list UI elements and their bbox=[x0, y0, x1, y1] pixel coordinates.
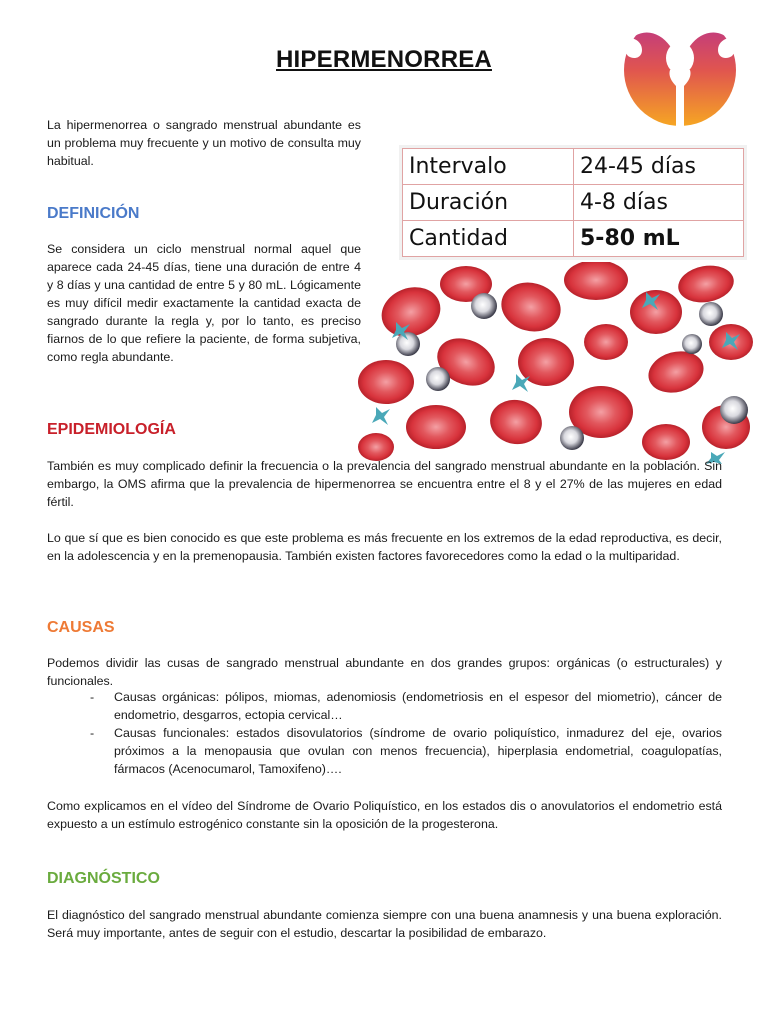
list-item-text: Causas funcionales: estados disovulatorios (síndrome de ovario poliquístico, inmadurez del eje, ovarios próximos a la menopausia que ovulan con menos frecuencia), hiperplasia endometrial, coagulopatías, fármacos (Acenocumarol, Tamoxifeno)…. bbox=[114, 726, 722, 776]
list-item bbox=[90, 724, 722, 778]
epidemiologia-paragraph-1: También es muy complicado definir la frecuencia o la prevalencia del sangrado menstrual abundante en la población. Sin embargo, la OMS afirma que la prevalencia de hipermenorrea se encuentra entre el 8 y el 27% de las mujeres en edad fértil. bbox=[47, 459, 722, 509]
red-blood-cells bbox=[358, 262, 753, 461]
causas-heading: CAUSAS bbox=[47, 619, 115, 636]
causas-paragraph-1: Podemos dividir las cusas de sangrado menstrual abundante en dos grandes grupos: orgánicas (o estructurales) y funcionales. bbox=[47, 656, 722, 688]
list-item bbox=[90, 688, 722, 724]
list-bullet: - bbox=[90, 690, 95, 704]
page-title: HIPERMENORREA bbox=[276, 46, 492, 73]
diagnostico-heading: DIAGNÓSTICO bbox=[47, 870, 160, 887]
definicion-heading: DEFINICIÓN bbox=[47, 205, 140, 222]
table-row bbox=[403, 185, 744, 221]
diagnostico-paragraph: El diagnóstico del sangrado menstrual abundante comienza siempre con una buena anamnesis y una buena exploración. Será muy importante, antes de seguir con el estudio, descartar la posibilidad de embarazo. bbox=[47, 908, 722, 940]
causas-paragraph-2: Como explicamos en el vídeo del Síndrome de Ovario Poliquístico, en los estados dis o anovulatorios el endometrio está expuesto a un estímulo estrogénico constante sin la oposición de la progesterona. bbox=[47, 799, 722, 831]
table-label: Intervalo bbox=[403, 149, 574, 185]
blood-cells-illustration bbox=[356, 262, 762, 464]
table-value: 24-45 días bbox=[574, 149, 744, 185]
list-item-text: Causas orgánicas: pólipos, miomas, adenomiosis (endometriosis en el espesor del miometrio), cáncer de endometrio, desgarros, ectopia cervical… bbox=[114, 690, 722, 722]
intro-paragraph: La hipermenorrea o sangrado menstrual abundante es un problema muy frecuente y un motivo de consulta muy habitual. bbox=[47, 118, 361, 168]
list-bullet: - bbox=[90, 726, 95, 740]
definicion-paragraph: Se considera un ciclo menstrual normal aquel que aparece cada 24-45 días, tiene una duración de entre 4 y 8 días y una cantidad de entre 5 y 80 mL. Lógicamente es muy difícil medir exactamente la cantidad exacta de sangrado durante la regla y, por lo tanto, es preciso fiarnos de lo que refiere la paciente, de forma subjetiva, como regla abundante. bbox=[47, 242, 361, 364]
table-row bbox=[403, 149, 744, 185]
table-label: Cantidad bbox=[403, 221, 574, 257]
cycle-values-table bbox=[402, 148, 744, 257]
table-value: 4-8 días bbox=[574, 185, 744, 221]
table-label: Duración bbox=[403, 185, 574, 221]
epidemiologia-paragraph-2: Lo que sí que es bien conocido es que este problema es más frecuente en los extremos de la edad reproductiva, es decir, en la adolescencia y en la premenopausia. También existen factores favorecedores como la edad o la multiparidad. bbox=[47, 531, 722, 563]
causes-list bbox=[90, 688, 722, 778]
epidemiologia-heading: EPIDEMIOLOGÍA bbox=[47, 421, 176, 438]
table-row bbox=[403, 221, 744, 257]
table-value: 5-80 mL bbox=[574, 221, 744, 257]
